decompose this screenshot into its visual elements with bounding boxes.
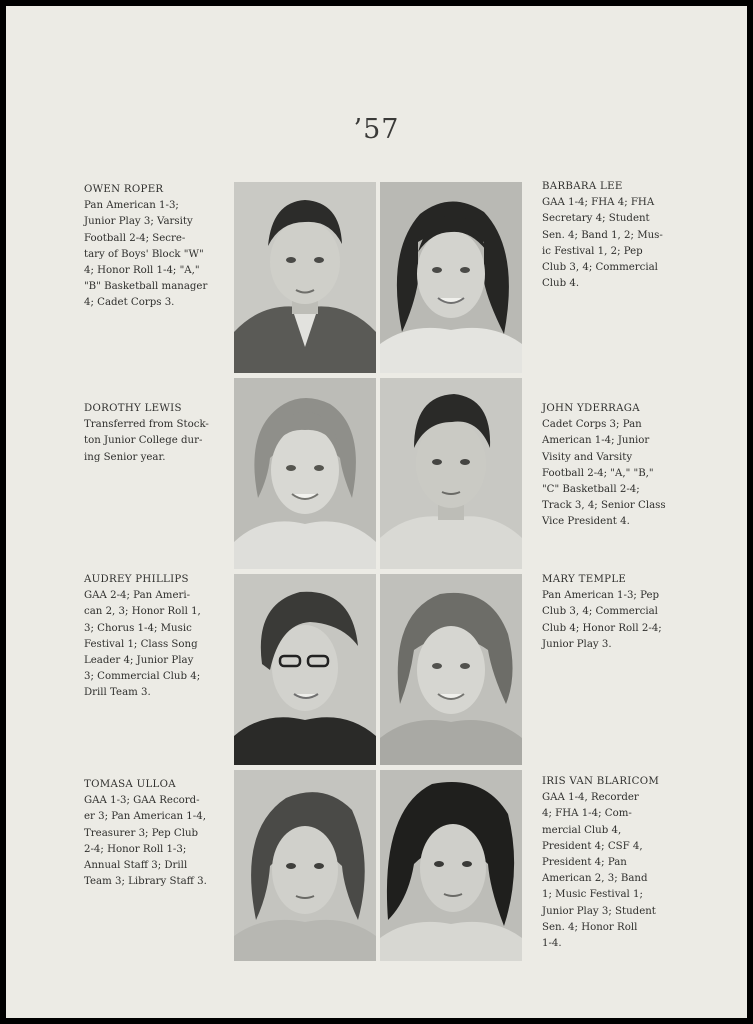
bio-mary-temple xyxy=(542,572,692,653)
student-details: GAA 1-4; FHA 4; FHA Secretary 4; Student Sen. 4; Band 1, 2; Mus- ic Festival 1, 2; Pep Club 3, 4; Commercial Club 4. xyxy=(542,197,663,290)
student-details: Cadet Corps 3; Pan American 1-4; Junior Visity and Varsity Football 2-4; "A," "B," "C" Basketball 2-4; Track 3, 4; Senior Class Vice President 4. xyxy=(542,419,666,528)
bio-barbara-lee xyxy=(542,179,692,292)
yearbook-page xyxy=(6,6,747,1018)
student-name: IRIS VAN BLARICOM xyxy=(542,776,660,787)
student-name: JOHN YDERRAGA xyxy=(542,403,640,414)
student-details: Pan American 1-3; Junior Play 3; Varsity Football 2-4; Secre- tary of Boys' Block "W" 4; Honor Roll 1-4; "A," "B" Basketball manager 4; Cadet Corps 3. xyxy=(84,200,208,309)
student-details: GAA 1-3; GAA Record- er 3; Pan American 1-4, Treasurer 3; Pep Club 2-4; Honor Roll 1-3; Annual Staff 3; Drill Team 3; Library Staff 3. xyxy=(84,795,207,888)
portrait-iris-van-blaricom xyxy=(380,770,522,961)
bio-audrey-phillips xyxy=(84,572,234,702)
page-year-heading: ’57 xyxy=(353,114,400,145)
student-name: DOROTHY LEWIS xyxy=(84,403,182,414)
student-details: Transferred from Stock- ton Junior College dur- ing Senior year. xyxy=(84,419,209,463)
bio-dorothy-lewis xyxy=(84,401,234,466)
student-name: AUDREY PHILLIPS xyxy=(84,574,189,585)
portrait-barbara-lee xyxy=(380,182,522,373)
portrait-owen-roper xyxy=(234,182,376,373)
student-details: GAA 2-4; Pan Ameri- can 2, 3; Honor Roll 1, 3; Chorus 1-4; Music Festival 1; Class Song Leader 4; Junior Play 3; Commercial Club 4; Drill Team 3. xyxy=(84,590,201,699)
bio-iris-van-blaricom xyxy=(542,774,692,952)
bio-john-yderraga xyxy=(542,401,692,531)
portrait-dorothy-lewis xyxy=(234,378,376,569)
student-details: GAA 1-4, Recorder 4; FHA 1-4; Com- mercial Club 4, President 4; CSF 4, President 4; Pan American 2, 3; Band 1; Music Festival 1; Junior Play 3; Student Sen. 4; Honor Roll 1-4. xyxy=(542,792,656,950)
bio-owen-roper xyxy=(84,182,234,312)
student-name: TOMASA ULLOA xyxy=(84,779,176,790)
student-details: Pan American 1-3; Pep Club 3, 4; Commercial Club 4; Honor Roll 2-4; Junior Play 3. xyxy=(542,590,662,650)
student-name: BARBARA LEE xyxy=(542,181,623,192)
portrait-audrey-phillips xyxy=(234,574,376,765)
student-name: MARY TEMPLE xyxy=(542,574,627,585)
student-name: OWEN ROPER xyxy=(84,184,164,195)
portrait-tomasa-ulloa xyxy=(234,770,376,961)
portrait-john-yderraga xyxy=(380,378,522,569)
portrait-mary-temple xyxy=(380,574,522,765)
bio-tomasa-ulloa xyxy=(84,777,234,890)
